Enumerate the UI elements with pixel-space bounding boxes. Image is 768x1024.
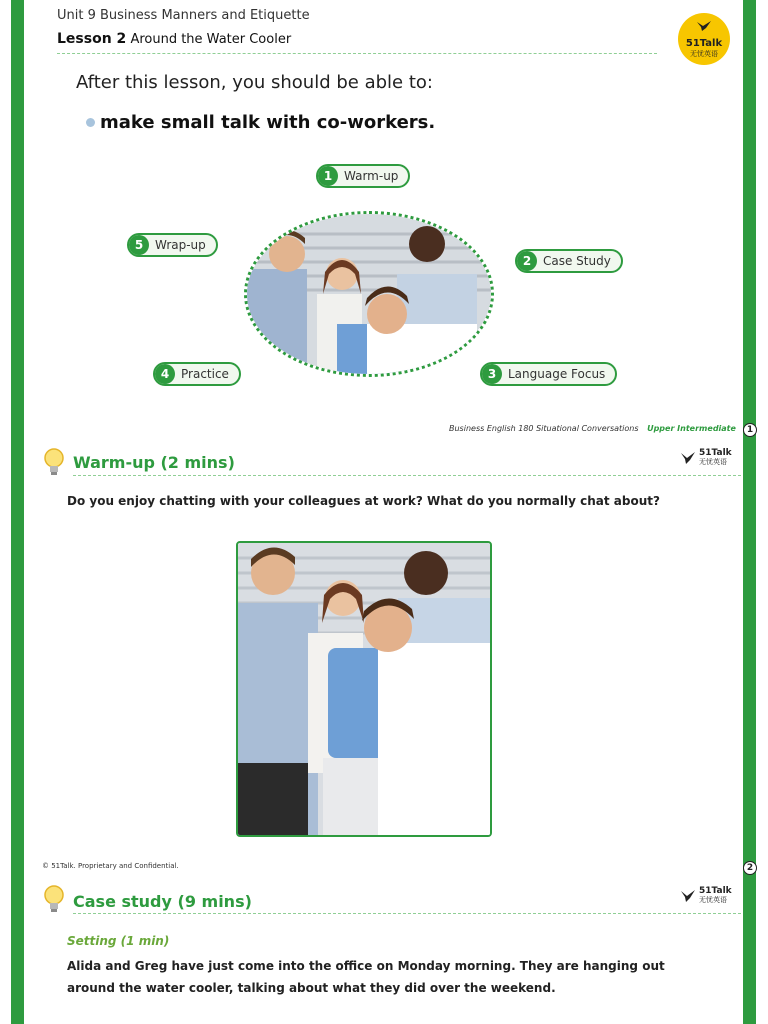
- section-logo: [680, 449, 732, 467]
- objectives-title: After this lesson, you should be able to:: [76, 72, 433, 93]
- logo-brand-text: 51Talk: [699, 448, 732, 458]
- level-label: Upper Intermediate: [647, 424, 736, 433]
- step-number: 1: [318, 166, 338, 186]
- section-logo: [680, 887, 732, 905]
- step-number: 2: [517, 251, 537, 271]
- coworkers-photo: [236, 541, 492, 837]
- bird-icon: [680, 451, 696, 465]
- lesson-title: [57, 31, 291, 47]
- step-label: Practice: [181, 367, 229, 381]
- setting-label: Setting (1 min): [67, 934, 170, 948]
- page-number-2: 2: [743, 861, 757, 875]
- plan-step-case-study: [515, 249, 623, 273]
- water-cooler-illustration: [238, 543, 490, 835]
- coworkers-illustration: [247, 214, 494, 377]
- left-border-stripe: [11, 0, 24, 1024]
- logo-brand-text: 51Talk: [685, 37, 723, 49]
- logo-sub-text: 无忧英语: [699, 458, 727, 466]
- copyright-text: © 51Talk. Proprietary and Confidential.: [42, 862, 179, 870]
- step-label: Case Study: [543, 254, 611, 268]
- step-label: Language Focus: [508, 367, 606, 381]
- book-title: Business English 180 Situational Conversations: [449, 424, 639, 433]
- lesson-name: Around the Water Cooler: [130, 32, 292, 47]
- step-number: 4: [155, 364, 175, 384]
- warmup-question: Do you enjoy chatting with your colleagues at work? What do you normally chat about?: [67, 494, 660, 508]
- step-number: 5: [129, 235, 149, 255]
- page-footer: [449, 424, 736, 433]
- plan-step-warm-up: [316, 164, 410, 188]
- warmup-divider: [73, 475, 741, 476]
- bird-icon: [680, 889, 696, 903]
- logo-sub-text: 无忧英语: [699, 896, 727, 904]
- plan-step-language-focus: [480, 362, 617, 386]
- plan-step-wrap-up: [127, 233, 218, 257]
- warmup-heading: Warm-up (2 mins): [73, 453, 235, 472]
- step-label: Wrap-up: [155, 238, 206, 252]
- setting-paragraph: Alida and Greg have just come into the office on Monday morning. They are hanging out around the water cooler, talking about what they did over the weekend.: [67, 959, 665, 995]
- case-study-heading: Case study (9 mins): [73, 892, 252, 911]
- logo-brand-text: 51Talk: [699, 886, 732, 896]
- step-label: Warm-up: [344, 169, 399, 183]
- unit-title: Unit 9 Business Manners and Etiquette: [57, 8, 310, 23]
- lesson-plan-image: [244, 211, 494, 377]
- logo-sub-text: 无忧英语: [690, 49, 718, 58]
- objective-text: make small talk with co-workers.: [100, 112, 436, 133]
- page-number-1: 1: [743, 423, 757, 437]
- brand-logo: [678, 13, 730, 65]
- bird-icon: [696, 20, 712, 32]
- lightbulb-icon: [43, 447, 65, 481]
- plan-step-practice: [153, 362, 241, 386]
- step-number: 3: [482, 364, 502, 384]
- lightbulb-icon: [43, 884, 65, 918]
- case-study-divider: [73, 913, 741, 914]
- lesson-number: Lesson 2: [57, 31, 127, 47]
- header-divider: [57, 53, 657, 54]
- objective-item: [86, 112, 435, 133]
- bullet-icon: [86, 118, 95, 127]
